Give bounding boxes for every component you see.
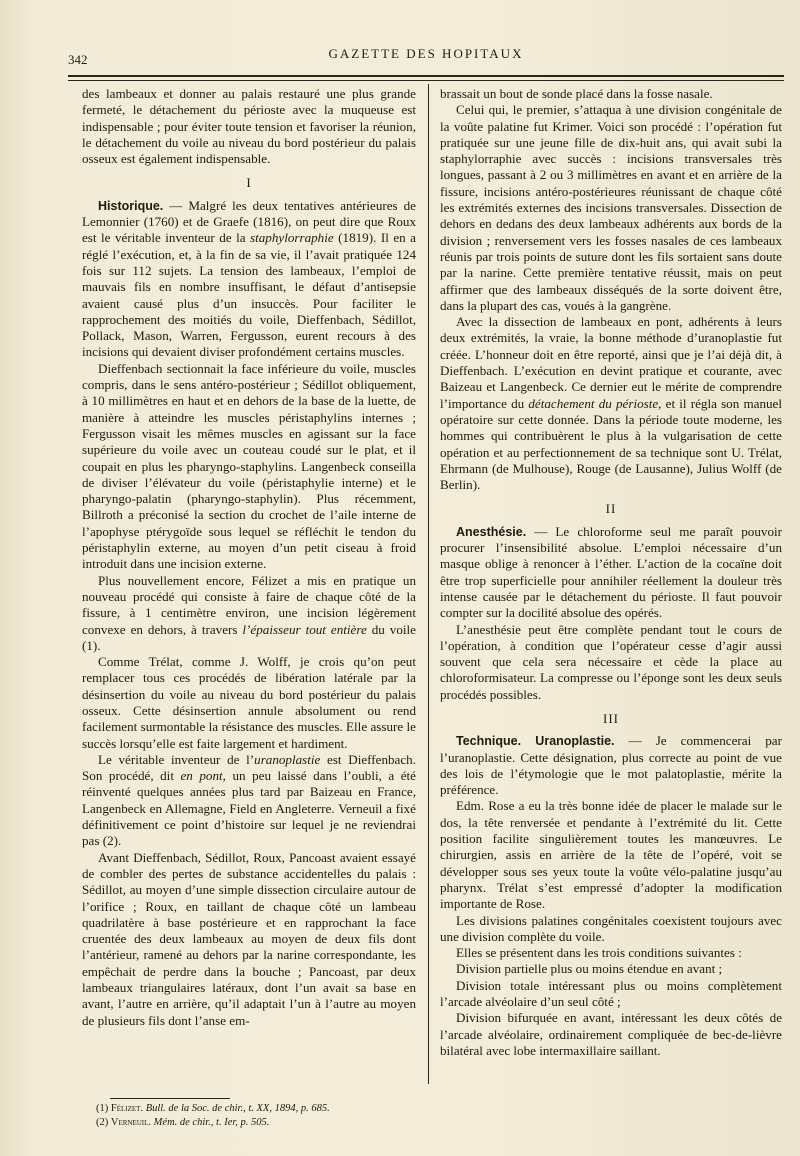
paragraph: Anesthésie. — Le chloroforme seul me paraît pouvoir procurer l’insensibilité absolue. L’emploi nécessaire d’un masque oblige à renoncer à l’éther. L’action de la cocaïne doit être trop superficielle pour annihiler réellement la douleur très intense causée par le détachement du périoste. Il faut pouvoir compter sur la docilité absolue des opérés.	[440, 523, 782, 621]
column-divider	[428, 84, 429, 1084]
page-number: 342	[68, 52, 88, 67]
section-number: I	[246, 175, 252, 191]
paragraph: Celui qui, le premier, s’attaqua à une division congénitale de la voûte palatine fut Krimer. Voici son procédé : l’opération fut pratiquée sur une jeune fille de dix-huit ans, qui avait subi la staphylorraphie avec succès : incisions transversales très longues, passant à 2 ou 3 millimètres en avant et en arrière de la fissure, incisions antéro-postérieures réunissant de chaque côté les extrémités externes des incisions transversales. Dissection de dehors en dedans des deux lambeaux adhérents aux bords de la division ; renversement vers les fosses nasales de ces lambeaux réunis par trois points de suture dont les fils sortaient sans doute par la narine. Cette première tentative réussit, mais on peut affirmer que des lambeaux disséqués de la sorte doivent être, dans la plupart des cas, voués à la gangrène.	[440, 102, 782, 313]
header-rule	[68, 75, 784, 77]
paragraph: L’anesthésie peut être complète pendant tout le cours de l’opération, à condition que l’opérateur cesse d’agir aussi souvent que cela sera nécessaire et cède la place au chloroformisateur. La compresse ou l’éponge sont les deux seuls procédés possibles.	[440, 621, 782, 702]
paragraph: brassait un bout de sonde placé dans la fosse nasale.	[440, 86, 713, 101]
paragraph: Elles se présentent dans les trois conditions suivantes :	[456, 945, 742, 961]
paragraph: Technique. Uranoplastie. — Je commencerai par l’uranoplastie. Cette désignation, plus correcte au point de vue des lois de l’étymologie que le mot palatoplastie, mérite la préférence.	[440, 733, 782, 798]
footnotes	[96, 1102, 416, 1129]
paragraph: Les divisions palatines congénitales coexistent toujours avec une division complète du voile.	[440, 912, 782, 944]
paragraph: Avec la dissection de lambeaux en pont, adhérents à leurs deux extrémités, la vraie, la bonne méthode d’uranoplastie fut créée. L’honneur doit en être reporté, ainsi que je l’ai déjà dit, à Dieffenbach. L’exécution en devint pratique et courante, avec Baizeau et Langenbeck. Ce dernier eut le mérite de comprendre l’importance du détachement du périoste, et il régla son manuel opératoire sur cette donnée. Dans la période toute moderne, les hommes qui contribuèrent le plus à la vulgarisation de cette opération et au perfectionnement de sa technique sont U. Trélat, Ehrmann (de Mulhouse), Rouge (de Lausanne), Julius Wolff (de Berlin).	[440, 314, 782, 493]
paragraph: Le véritable inventeur de l’uranoplastie est Dieffenbach. Son procédé, dit en pont, un peu laissé dans l’oubli, a été réinventé quelques années plus tard par Baizeau en France, Langenbeck en Allemagne, Field en Angleterre. Verneuil a fixé définitivement ce point d’histoire sur lequel je ne reviendrai pas (2).	[82, 751, 416, 849]
paragraph: Comme Trélat, comme J. Wolff, je crois qu’on peut remplacer tous ces procédés de libération latérale par la désinsertion du voile au niveau du bord postérieur du palais osseux. Cette désinsertion annule absolument ou rend facilement surmontable la résistance des muscles. Elle assure le succès lorsqu’elle est faite largement et hardiment.	[82, 654, 416, 751]
footnote: (1) Félizet. Bull. de la Soc. de chir., t. XX, 1894, p. 685.	[96, 1103, 330, 1114]
footnote-rule	[110, 1098, 230, 1099]
left-column	[82, 86, 416, 1029]
paragraph: Division totale intéressant plus ou moins complètement l’arcade alvéolaire d’un seul côté ;	[440, 977, 782, 1010]
paragraph: des lambeaux et donner au palais restauré une plus grande fermeté, le détachement du périoste avec la muqueuse est indispensable ; pour éviter toute tension et favoriser la réunion, le détachement du voile au niveau du bord postérieur du palais osseux est également indispensable.	[82, 86, 416, 167]
paragraph: Avant Dieffenbach, Sédillot, Roux, Pancoast avaient essayé de combler des pertes de substance accidentelles du palais : Sédillot, au moyen d’une simple dissection circulaire autour de l’orifice ; Roux, en taillant de chaque côté un lambeau quadrilatère à base postérieure et en rapprochant la face cruentée des deux lambeaux au moyen de deux fils dont l’antérieur, ramené au dehors par la narine correspondante, les empêchait de perdre dans la bouche ; Pancoast, par deux lambeaux triangulaires latéraux, dont l’un avait sa base en avant, l’autre en arrière, qu’il adaptait l’un à l’autre au moyen de plusieurs fils dont l’anse em-	[82, 849, 416, 1028]
section-number: II	[605, 501, 617, 517]
paragraph: Division partielle plus ou moins étendue en avant ;	[456, 961, 723, 977]
paragraph: Division bifurquée en avant, intéressant les deux côtés de l’arcade alvéolaire, ordinairement compliquée de bec-de-lièvre bilatéral avec lobe intermaxillaire saillant.	[440, 1010, 782, 1058]
paragraph: Edm. Rose a eu la très bonne idée de placer le malade sur le dos, la tête renversée et pendante à l’extrémité du lit. Cette position facilite singulièrement toutes les manœuvres. Le chirurgien, assis en arrière de la tête de l’opéré, voit se développer sous ses yeux toute la voûte vélo-palatine jusqu’au pharynx. Trélat s’est empressé d’adopter la modification importante de Rose.	[440, 798, 782, 912]
running-title: GAZETTE DES HOPITAUX	[328, 46, 524, 61]
footnote: (2) Verneuil. Mém. de chir., t. Ier, p. 505.	[96, 1116, 270, 1128]
paragraph: Dieffenbach sectionnait la face inférieure du voile, muscles compris, dans le sens antéro-postérieur ; Sédillot obliquement, à 10 millimètres en haut et en dehors de la base de la luette, de manière à atteindre les muscles péristaphylins internes ; Fergusson visait les mêmes muscles en agissant sur la face supérieure du voile avec un couteau coudé sur le plat, et il coupait en plus les pharyngo-staphylins. Langenbeck conseilla de diviser l’élévateur du voile (péristaphylie interne) et le pharyngo-palatin (pharyngo-staphylin). Plus récemment, Billroth a préconisé la section du crochet de l’aile interne de l’apophyse ptérygoïde sous lequel se réfléchit le tendon du péristaphylin externe, au moyen d’un petit ciseau à froid introduit dans une incision externe.	[82, 360, 416, 572]
section-heading: Anesthésie.	[456, 524, 527, 539]
section-heading: Historique.	[98, 198, 164, 213]
paragraph: Plus nouvellement encore, Félizet a mis en pratique un nouveau procédé qui consiste à faire de chaque côté de la fissure, à 1 centimètre environ, une incision légèrement convexe en dehors, à travers l’épaisseur tout entière du voile (1).	[82, 572, 416, 653]
page-header	[68, 40, 784, 70]
right-column	[440, 86, 782, 1059]
header-rule-thin	[68, 80, 784, 81]
section-number: III	[603, 710, 619, 726]
section-heading: Technique. Uranoplastie.	[456, 734, 615, 749]
paragraph: Historique. — Malgré les deux tentatives antérieures de Lemonnier (1760) et de Graefe (1816), on peut dire que Roux est le véritable inventeur de la staphylorraphie (1819). Il en a réglé l’exécution, et, à la fin de sa vie, il l’avait pratiquée 124 fois sur 112 sujets. La tension des lambeaux, l’emploi de mauvais fils en nombre insuffisant, le défaut d’antisepsie avaient causé plus d’un insuccès. Pour faciliter le rapprochement des moitiés du voile, Dieffenbach, Sédillot, Pollack, Mason, Warren, Fergusson, eurent recours à des incisions qui devaient diviser profondément certains muscles.	[82, 197, 416, 360]
